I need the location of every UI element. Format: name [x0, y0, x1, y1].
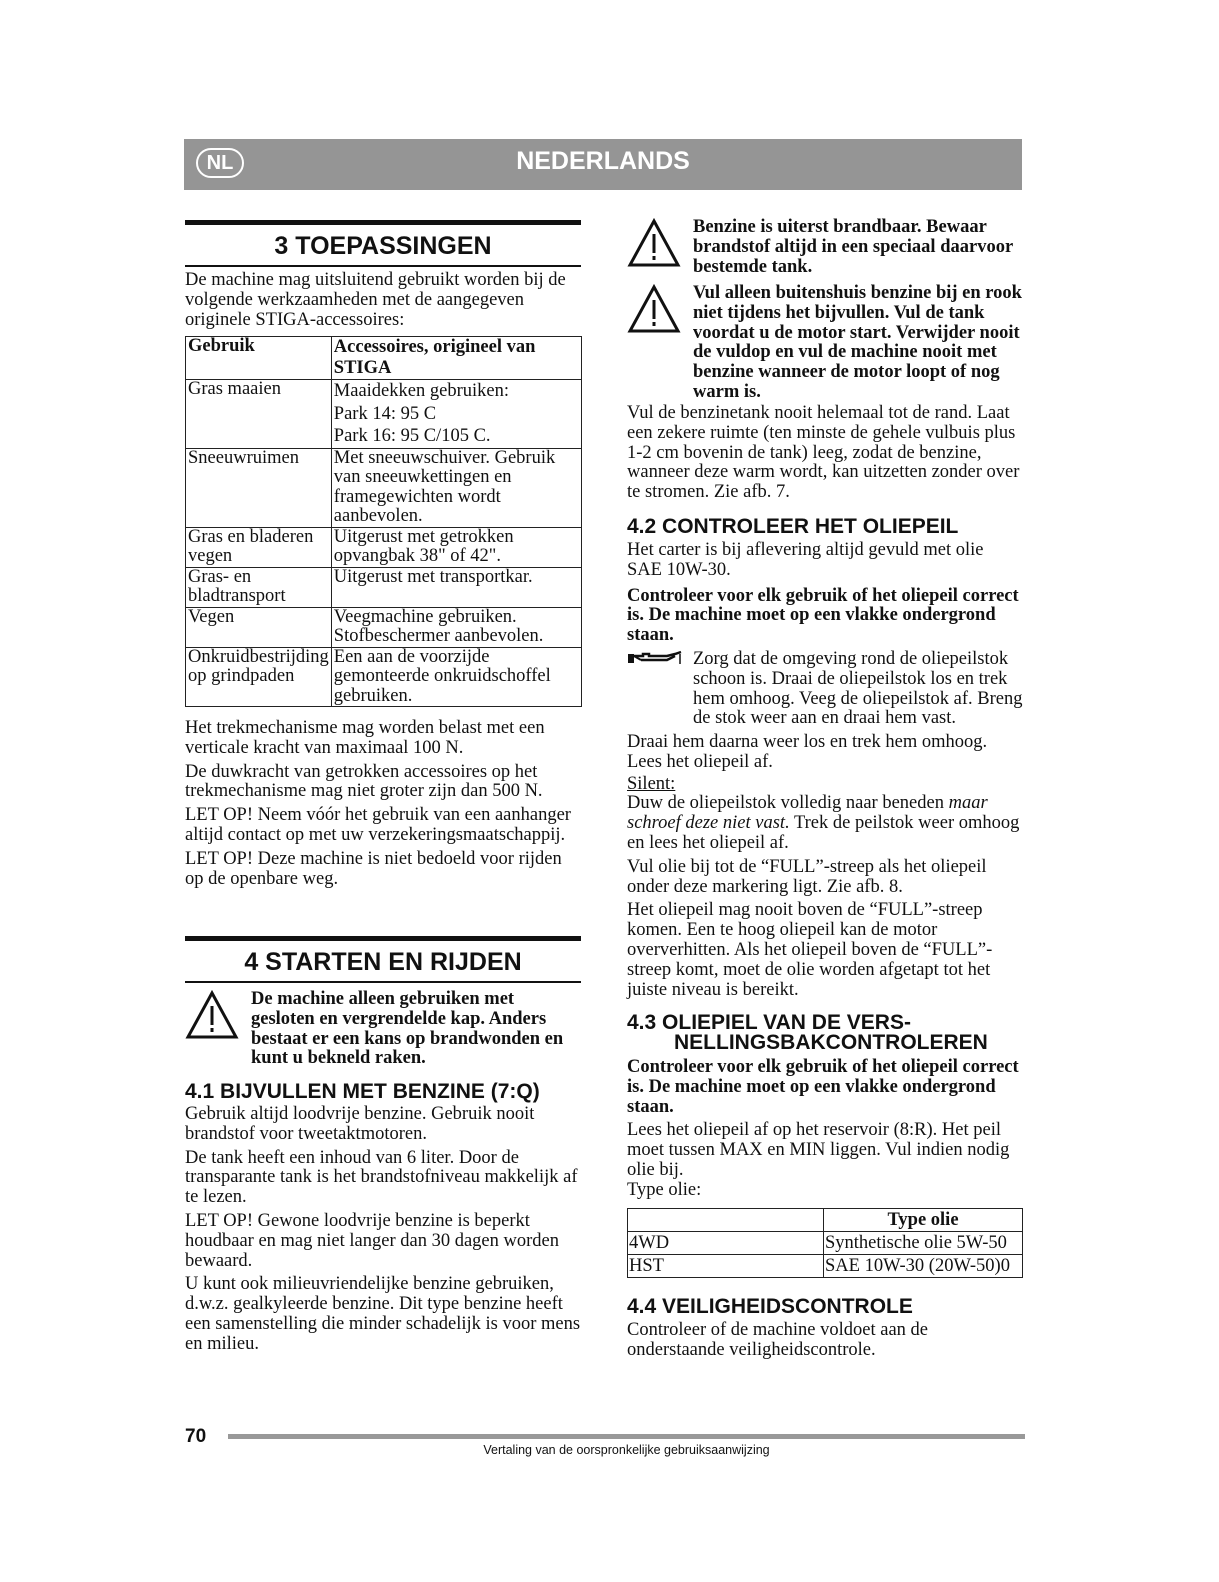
fuel-warning-2 [627, 284, 1023, 403]
table-header-accessories: Accessoires, origineel van STIGA [331, 337, 581, 380]
section-4-1-paragraph: LET OP! Gewone loodvrije benzine is beperkt houdbaar en mag niet langer dan 30 dagen worden bewaard. [185, 1210, 559, 1271]
table-cell-accessory: Veegmachine gebruiken. Stofbeschermer aanbevolen. [331, 607, 581, 647]
table-row [186, 380, 582, 449]
oil-can-icon [627, 650, 685, 672]
section-4-2-bold-paragraph: Controleer voor elk gebruik of het oliepeil correct is. De machine moet op een vlakke ondergrond staan. [627, 585, 1019, 646]
table-row [186, 567, 582, 607]
table-row [186, 448, 582, 527]
fuel-warning-1-text: Benzine is uiterst brandbaar. Bewaar brandstof altijd in een speciaal daarvoor bestemde tank. [693, 217, 1013, 277]
section-4-3-bold-paragraph: Controleer voor elk gebruik of het oliepeil correct is. De machine moet op een vlakke ondergrond staan. [627, 1057, 1019, 1117]
section-4-1-title: 4.1 BIJVULLEN MET BENZINE (7:Q) [185, 1080, 540, 1103]
section-4-1-paragraph: U kunt ook milieuvriendelijke benzine gebruiken, d.w.z. gealkyleerde benzine. Dit type benzine heeft een samenstelling die minder schadelijk is voor mens en milieu. [185, 1274, 581, 1354]
oil-table-oil: SAE 10W-30 (20W-50)0 [824, 1255, 1023, 1278]
table-cell-accessory: Een aan de voorzijde gemonteerde onkruidschoffel gebruiken. [331, 647, 581, 707]
fuel-warning-2-text: Vul alleen buitenshuis benzine bij en rook niet tijdens het bijvullen. Vul de tank voordat u de motor start. Verwijder nooit de vuldop en vul de machine nooit met benzine wanneer de motor loopt of nog warm is. [693, 283, 1022, 402]
section-4-3-paragraph: Lees het oliepeil af op het reservoir (8:R). Het peil moet tussen MAX en MIN liggen. Vul indien nodig olie bij. [627, 1120, 1010, 1180]
table-header-row [628, 1209, 1023, 1232]
oil-table-drive: 4WD [628, 1232, 824, 1255]
table-cell-use: Onkruidbestrijding op grindpaden [186, 647, 332, 707]
section-3-intro: De machine mag uitsluitend gebruikt worden bij de volgende werkzaamheden met de aangegeven originele STIGA-accessoires: [185, 270, 566, 330]
hood-warning [185, 990, 581, 1069]
section-3-paragraph: LET OP! Deze machine is niet bedoeld voor rijden op de openbare weg. [185, 848, 562, 889]
section-4-2-paragraph: Vul olie bij tot de “FULL”-streep als het oliepeil onder deze markering ligt. Zie afb. 8. [627, 856, 987, 897]
table-cell-accessory: Uitgerust met getrokken opvangbak 38" of 42". [331, 527, 581, 567]
section-4-title: 4 STARTEN EN RIJDEN [244, 948, 522, 976]
accessories-table [185, 336, 582, 707]
section-3-paragraph: Het trekmechanisme mag worden belast met een verticale kracht van maximaal 100 N. [185, 718, 545, 758]
section-4-3-title-line-1: 4.3 OLIEPIEL VAN DE VERS- [627, 1011, 911, 1034]
page-number: 70 [185, 1426, 207, 1447]
table-cell-accessory: Met sneeuwschuiver. Gebruik van sneeuwkettingen en framegewichten wordt aanbevolen. [331, 448, 581, 527]
accessory-line: Maaidekken gebruiken: [333, 381, 509, 401]
section-3-title: 3 TOEPASSINGEN [274, 232, 492, 260]
section-3-paragraph: LET OP! Neem vóór het gebruik van een aanhanger altijd contact op met uw verzekeringsmaatschappij. [185, 805, 571, 845]
language-badge: NL [196, 148, 244, 178]
table-cell-use: Gras maaien [186, 380, 332, 449]
section-4-1-paragraph: Gebruik altijd loodvrije benzine. Gebruik nooit brandstof voor tweetaktmotoren. [185, 1104, 535, 1144]
section-4-1-paragraph: De tank heeft een inhoud van 6 liter. Door de transparante tank is het brandstofniveau makkelijk af te lezen. [185, 1147, 578, 1208]
dipstick-instruction-text: Zorg dat de omgeving rond de oliepeilstok schoon is. Draai de oliepeilstok los en trek hem omhoog. Veeg de oliepeilstok af. Breng de stok weer aan en draai hem vast. [693, 649, 1023, 729]
section-4-4-title: 4.4 VEILIGHEIDSCONTROLE [627, 1295, 913, 1318]
table-cell-accessory [331, 380, 581, 449]
table-cell-use: Sneeuwruimen [186, 448, 332, 527]
hood-warning-text: De machine alleen gebruiken met gesloten en vergrendelde kap. Anders bestaat er een kans op brandwonden en kunt u bekneld raken. [251, 989, 564, 1069]
warning-triangle-icon [627, 218, 681, 268]
footer-caption: Vertaling van de oorspronkelijke gebruiksaanwijzing [483, 1443, 770, 1457]
language-title: NEDERLANDS [516, 147, 690, 175]
silent-label: Silent: [627, 773, 676, 794]
table-cell-accessory: Uitgerust met transportkar. [331, 567, 581, 607]
language-header [184, 139, 1022, 190]
oil-table-header: Type olie [824, 1209, 1023, 1232]
oil-type-table [627, 1208, 1023, 1278]
table-row [628, 1255, 1023, 1278]
table-row [628, 1232, 1023, 1255]
warning-triangle-icon [627, 284, 681, 334]
table-row [186, 647, 582, 707]
accessory-line: Park 14: 95 C [333, 403, 437, 424]
section-4-2-paragraph: Het oliepeil mag nooit boven de “FULL”-streep komen. Een te hoog oliepeil kan de motor oververhitten. Als het oliepeil boven de “FULL”-streep komt, moet de olie worden afgetapt tot het juiste niveau is bereikt. [627, 900, 993, 1000]
dipstick-instruction [627, 650, 1023, 729]
table-header-use: Gebruik [186, 337, 332, 380]
table-header-row [186, 337, 582, 380]
table-cell-use: Gras- en bladtransport [186, 567, 332, 607]
table-row [186, 607, 582, 647]
silent-paragraph: Duw de oliepeilstok volledig naar beneden maar schroef deze niet vast. Trek de peilstok weer omhoog en lees het oliepeil af. [627, 793, 1020, 853]
footer-rule [228, 1434, 1025, 1439]
section-3-paragraph: De duwkracht van getrokken accessoires op het trekmechanisme mag niet groter zijn dan 500 N. [185, 761, 543, 802]
section-4-heading [185, 936, 581, 983]
oil-type-label: Type olie: [627, 1179, 702, 1200]
table-cell-use: Vegen [186, 607, 332, 647]
table-row [186, 527, 582, 567]
section-4-4-paragraph: Controleer of de machine voldoet aan de onderstaande veiligheidscontrole. [627, 1320, 929, 1360]
oil-table-oil: Synthetische olie 5W-50 [824, 1232, 1023, 1255]
section-4-3-title-line-2: NELLINGSBAKCONTROLEREN [674, 1031, 988, 1054]
section-4-2-paragraph: Draai hem daarna weer los en trek hem omhoog. Lees het oliepeil af. [627, 732, 988, 772]
fuel-fill-paragraph: Vul de benzinetank nooit helemaal tot de rand. Laat een zekere ruimte (ten minste de gehele vulbuis plus 1-2 cm bovenin de tank) leeg, zodat de benzine, wanneer deze warm wordt, kan uitzetten zonder over te stromen. Zie afb. 7. [627, 403, 1020, 503]
warning-triangle-icon [185, 990, 239, 1040]
section-4-2-title: 4.2 CONTROLEER HET OLIEPEIL [627, 515, 959, 538]
fuel-warning-1 [627, 218, 1023, 277]
section-4-2-paragraph: Het carter is bij aflevering altijd gevuld met olie SAE 10W-30. [627, 540, 984, 580]
table-cell-use: Gras en bladeren vegen [186, 527, 332, 567]
section-3-heading [185, 220, 581, 267]
oil-table-drive: HST [628, 1255, 824, 1278]
accessory-line: Park 16: 95 C/105 C. [333, 426, 491, 446]
